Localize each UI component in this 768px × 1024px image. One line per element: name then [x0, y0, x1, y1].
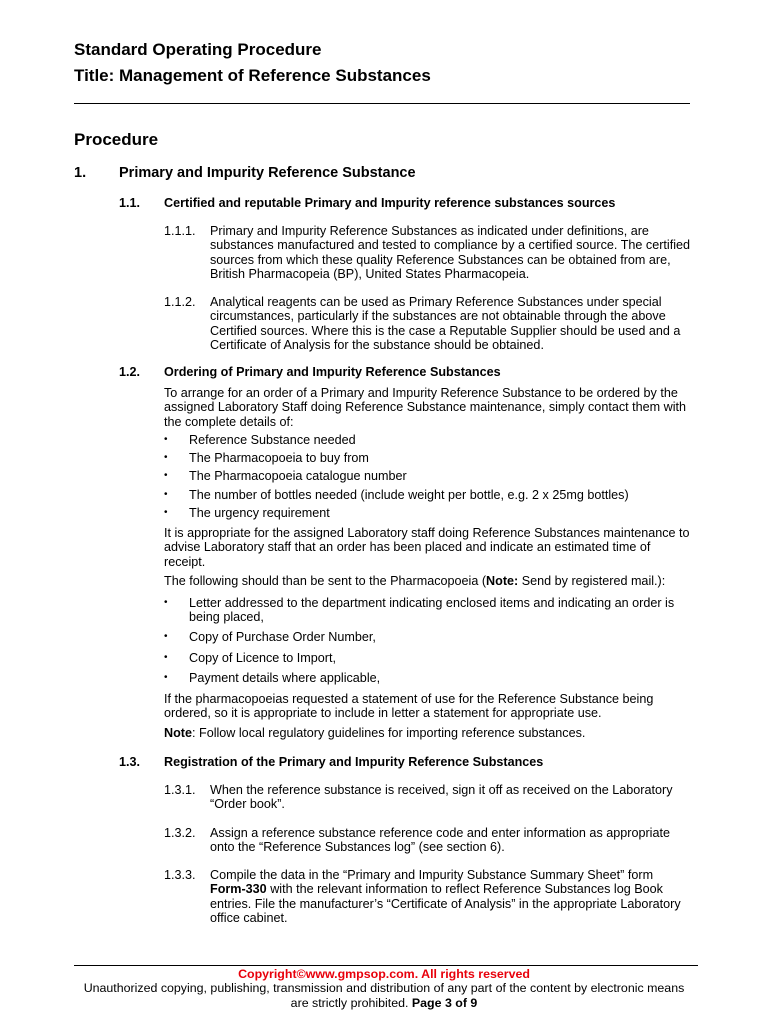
item-number: 1.3.2.	[164, 826, 196, 840]
list-item: • The Pharmacopoeia to buy from	[164, 451, 369, 465]
list-item: • The number of bottles needed (include weight per bottle, e.g. 2 x 25mg bottles)	[164, 488, 629, 502]
list-item: • The urgency requirement	[164, 506, 330, 520]
note-paragraph: Note: Follow local regulatory guidelines for importing reference substances.	[164, 726, 586, 740]
list-item: • Reference Substance needed	[164, 433, 356, 447]
item-text: When the reference substance is received, sign it off as received on the Laboratory “Order book”.	[210, 783, 673, 812]
page-number: Page 3 of 9	[411, 996, 478, 1010]
header-divider	[74, 103, 690, 104]
subsection-title: Certified and reputable Primary and Impurity reference substances sources	[164, 196, 616, 210]
subsection-number: 1.2.	[119, 365, 141, 379]
subsection-title: Ordering of Primary and Impurity Reference Substances	[164, 365, 501, 379]
bullet-icon: •	[164, 507, 168, 518]
statement-paragraph: If the pharmacopoeias requested a statement of use for the Reference Substance being ordered, so it is appropriate to include in letter a statement for appropriate use.	[164, 692, 654, 721]
bullet-icon: •	[164, 452, 168, 463]
advise-paragraph: It is appropriate for the assigned Laboratory staff doing Reference Substances maintenance to advise Laboratory staff that an order has been placed and indicate an estimated time of receipt.	[164, 526, 690, 569]
send-paragraph: The following should than be sent to the Pharmacopoeia (Note: Send by registered mail.):	[164, 574, 666, 588]
procedure-heading: Procedure	[74, 130, 159, 149]
list-item: • Copy of Licence to Import,	[164, 651, 336, 665]
document-title: Title: Management of Reference Substances	[74, 66, 431, 85]
list-item: • Payment details where applicable,	[164, 671, 381, 685]
item-number: 1.3.3.	[164, 868, 196, 882]
document-type-heading: Standard Operating Procedure	[74, 40, 322, 59]
item-number: 1.3.1.	[164, 783, 196, 797]
ordering-intro: To arrange for an order of a Primary and Impurity Reference Substance to be ordered by the assigned Laboratory Staff doing Reference Substance maintenance, simply contact them with the complete details of:	[164, 386, 687, 429]
bullet-icon: •	[164, 597, 168, 608]
subsection-number: 1.3.	[119, 755, 141, 769]
subsection-title: Registration of the Primary and Impurity Reference Substances	[164, 755, 544, 769]
usage-notice: Unauthorized copying, publishing, transmission and distribution of any part of the content by electronic means are strictly prohibited. Page 3 of 9	[83, 981, 685, 1010]
item-text: Primary and Impurity Reference Substances as indicated under definitions, are substances manufactured and tested to compliance by a certified source. The certified sources from which these quality Reference Substances can be obtained from are, British Pharmacopeia (BP), United States Pharmacopeia.	[210, 224, 690, 281]
item-text: Analytical reagents can be used as Primary Reference Substances under special circumstances, particularly if the substances are not obtainable through the above Certified sources. Where this is the case a Reputable Supplier should be used and a Certificate of Analysis for the substance should be obtained.	[210, 295, 681, 352]
list-item: • The Pharmacopoeia catalogue number	[164, 469, 407, 483]
subsection-number: 1.1.	[119, 196, 141, 210]
item-number: 1.1.2.	[164, 295, 196, 309]
bullet-icon: •	[164, 652, 168, 663]
bullet-icon: •	[164, 631, 168, 642]
bullet-icon: •	[164, 489, 168, 500]
item-number: 1.1.1.	[164, 224, 196, 238]
section-title: Primary and Impurity Reference Substance	[119, 165, 416, 181]
copyright-notice: Copyright©www.gmpsop.com. All rights reserved	[238, 967, 530, 981]
bullet-icon: •	[164, 434, 168, 445]
bullet-icon: •	[164, 470, 168, 481]
item-text: Assign a reference substance reference code and enter information as appropriate onto the “Reference Substances log” (see section 6).	[210, 826, 670, 855]
footer-divider	[74, 965, 698, 966]
bullet-icon: •	[164, 672, 168, 683]
item-text: Compile the data in the “Primary and Impurity Substance Summary Sheet” form Form-330 with the relevant information to reflect Reference Substances log Book entries. File the manufacturer’s “Certificate of Analysis” in the appropriate Laboratory office cabinet.	[210, 868, 681, 925]
list-item: • Copy of Purchase Order Number,	[164, 630, 376, 644]
section-number: 1.	[74, 165, 87, 181]
list-item: • Letter addressed to the department indicating enclosed items and indicating an order is being placed,	[164, 596, 675, 625]
